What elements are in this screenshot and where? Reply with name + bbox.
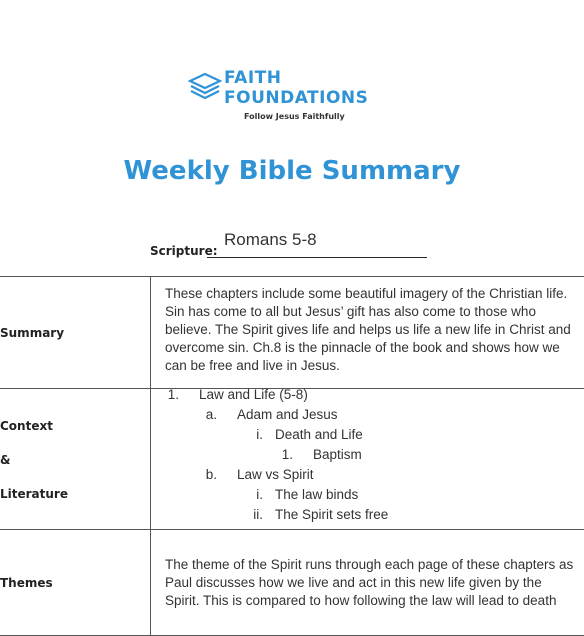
logo-line-2: FOUNDATIONS [224, 88, 369, 108]
outline-marker: i. [256, 427, 263, 442]
scripture-label: Scripture: [150, 244, 218, 258]
page-title: Weekly Bible Summary [123, 156, 461, 186]
scripture-underline [207, 257, 427, 258]
outline-item: Death and Life [275, 427, 363, 442]
ampersand-label: & [0, 453, 11, 467]
context-label-cell [0, 389, 151, 530]
outline-marker: b. [205, 467, 217, 482]
logo-line-1: FAITH [224, 68, 282, 88]
outline-marker: i. [256, 487, 263, 502]
outline-marker: 1. [167, 387, 179, 402]
outline-item: Law vs Spirit [237, 467, 314, 482]
faith-foundations-logo [188, 68, 398, 130]
summary-table [0, 276, 584, 636]
outline-item: The law binds [275, 487, 359, 502]
outline-marker: ii. [253, 507, 263, 522]
themes-label: Themes [0, 530, 151, 636]
outline-item: Baptism [313, 447, 362, 462]
themes-row [0, 530, 584, 636]
stacked-layers-icon [188, 72, 222, 102]
context-row [0, 389, 584, 530]
summary-row [0, 277, 584, 389]
context-label: Context [0, 419, 53, 433]
outline-item: Adam and Jesus [237, 407, 338, 422]
outline-item: Law and Life (5-8) [199, 387, 308, 402]
summary-text: These chapters include some beautiful imagery of the Christian life. Sin has come to all but Jesus’ gift has also come to those who believe. The Spirit gives life and helps us life a new life in Christ and overcome sin. Ch.8 is the pinnacle of the book and shows how we can be free and live in Jesus. [151, 277, 584, 389]
outline-item: The Spirit sets free [275, 507, 389, 522]
logo-tagline: Follow Jesus Faithfully [244, 112, 345, 121]
scripture-field [150, 230, 440, 260]
context-outline-cell [151, 389, 584, 530]
outline-marker: a. [205, 407, 217, 422]
literature-label: Literature [0, 487, 68, 501]
summary-label: Summary [0, 277, 151, 389]
themes-text: The theme of the Spirit runs through each page of these chapters as Paul discusses how we live and act in this new life given by the Spirit. This is compared to how following the law will lead to death [151, 530, 584, 636]
outline-marker: 1. [281, 447, 293, 462]
context-outline [151, 389, 584, 529]
scripture-value: Romans 5-8 [224, 230, 317, 249]
